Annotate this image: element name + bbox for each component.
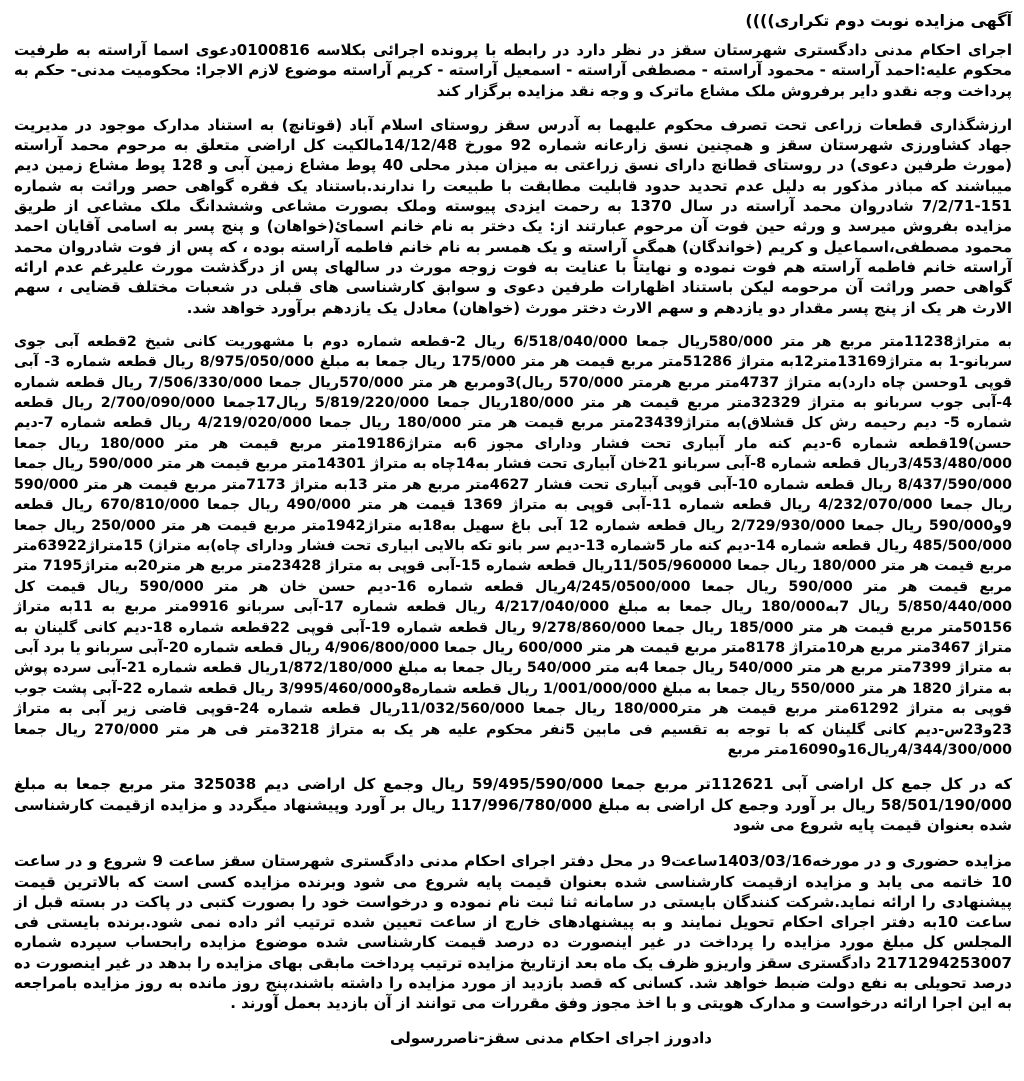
intro-paragraph: اجرای احکام مدنی دادگستری شهرستان سقز در نظر دارد در رابطه با پرونده اجرائی بکلاسه 0100816دعوی اسما آراسته به طرفیت محکوم علیه:احمد آراسته - محمود آراسته - مصطفی آراسته - اسمعیل آراسته - کریم آراسته موضوع لازم الاجرا: محکومیت مدنی- حکم به پرداخت وجه نقدو دایر برفروش ملک مشاع ماترک و وجه نقد مزایده برگزار کند — [14, 41, 1013, 100]
notice-title: آگهی مزایده نوبت دوم تکراری)))) — [745, 11, 1012, 30]
auction-terms-paragraph: مزایده حضوری و در مورخه1403/03/16ساعت9 در محل دفتر اجرای احکام مدنی دادگستری شهرستان سقز ساعت 9 شروع و در ساعت 10 خاتمه می یابد و مزایده ازقیمت کارشناسی شده بعنوان قیمت پایه شروع می شود وبرنده مزایده کسی است که بالاترین قیمت پیشنهادی را ارائه نماید.شرکت کنندگان بایستی در سامانه ثنا ثبت نام نموده و درخواست خود را بصورت کتبی در پاکت در بسته قبل از ساعت 10به دفتر اجرای احکام تحویل نمایند و به پیشنهادهای خارج از ساعت تعیین شده ترتیب اثر داده نمی شود.برنده بایستی فی المجلس کل مبلغ مورد مزایده را پرداخت در غیر اینصورت ده درصد قیمت کارشناسی شده موضوع مزایده رابحساب سپرده شماره 2171294253007 دادگستری سقز واریزو ظرف یک ماه بعد ازتاریخ مزایده ترتیب پرداخت مابقی بهای مزایده را بدهد در غیر اینصورت ده درصد تحویلی به نفع دولت ضبط خواهد شد. کسانی که قصد بازدید از مورد مزایده را داشته باشند،پنج روز مانده به روز مزایده بامراجعه به این اجرا ارائه درخواست و مدارک هویتی و با اخذ مجوز وفق مقررات می توانند از آن بازدید بعمل آورند . — [14, 852, 1012, 1013]
parcels-paragraph: به متراژ11238متر مربع هر متر 580/000ریال جمعا 6/518/040/000 ریال 2-قطعه شماره دوم با مشهوریت کانی شیخ 2قطعه آبی جوی سربانو-1 به متراژ13169متر12به متراژ 51286متر مربع قیمت هر متر 175/000 ریال جمعا به مبلغ 8/975/050/000 ریال قطعه شماره 3- آبی قوپی 1وحسن چاه دارد)به متراژ 4737متر مربع هرمتر 570/000 ریال)3ومربع هر متر 570/000ریال جمعا 7/506/330/000 ریال قطعه شماره 4-آبی جوب سربانو به متراژ 32329متر مربع قیمت هر متر 180/000ریال جمعا 5/819/220/000 ریال17جمعا 2/700/090/000 ریال قطعه شماره 5- دیم رحیمه رش کل قشلاق)به متراژ23439متر مربع قیمت هر متر 180/000 ریال جمعا 4/219/020/000 ریال قطعه شماره 7-دیم حسن)19قطعه شماره 6-دیم کنه مار آبیاری تحت فشار ودارای مجوز 6به متراژ19186متر مربع قیمت هر متر 180/000 ریال جمعا 3/453/480/000ریال قطعه شماره 8-آبی سربانو 21خان آبیاری تحت فشار به14چاه به متراژ 14301متر مربع قیمت هر متر 590/000 ریال جمعا 8/437/590/000 ریال قطعه شماره 10-آبی قوپی آبیاری تحت فشار 4627متر مربع هر متر 13به متراژ 7173متر مربع قیمت هر متر 590/000 ریال جمعا 4/232/070/000 ریال قطعه شماره 11-آبی قوپی به متراژ 1369 قیمت هر متر 490/000 ریال جمعا 670/810/000 ریال قطعه 9و590/000 ریال جمعا 2/729/930/000 ریال قطعه شماره 12 آبی باغ سهیل به18به متراژ1942متر مربع قیمت هر متر 250/000 ریال جمعا 485/500/000 ریال قطعه شماره 14-دیم کنه مار 5شماره 13-دیم سر بانو تکه بالایی ابیاری تحت فشار ودارای چاه)به متراژ) 15متراژ63922متر مربع قیمت هر متر 180/000 ریال جمعا 11/505/960000ریال قطعه شماره 15-آبی قوپی به متراژ 23428متر مربع هر متر20به متراژ7195 متر مربع قیمت هر متر 590/000 ریال جمعا 4/245/0500/000ریال قطعه شماره 16-دیم حسن خان هر متر 590/000 ریال قیمت کل 5/850/440/000 ریال 7به180/000 ریال جمعا به مبلغ 4/217/040/000 ریال قطعه شماره 17-آبی سربانو 9916متر مربع به 11به متراژ 50156متر مربع قیمت هر متر 185/000 ریال جمعا 9/278/860/000 ریال قطعه شماره 19-آبی قوپی 22قطعه شماره 18-دیم کانی گلینان به متراژ 3467متر مربع هر10متراژ 8178متر مربع قیمت هر متر 600/000 ریال جمعا 4/906/800/000 ریال قطعه شماره 20-آبی سربانو یا برد آبی به متراژ 7399متر مربع هر متر 540/000 ریال جمعا 4به متر 540/000 ریال جمعا به مبلغ 1/872/180/000ریال قطعه شماره 21-آبی سرده پوش به متراژ 1820 هر متر 550/000 ریال جمعا به مبلغ 1/001/000/000 ریال قطعه شماره8و3/995/460/000 ریال قطعه شماره 22-آبی پشت جوب قوپی به متراژ 61292متر مربع قیمت هر متر180/000 ریال جمعا 11/032/560/000ریال قطعه شماره 24-قوپی قاضی زیر آبی به متراژ 23و23س-دیم کانی گلینان که با توجه به تقسیم فی مابین 5نفر محکوم علیه هر یک به متراژ 3218متر فی هر متر 270/000 ریال جمعا 4/344/300/000ریال16و16090متر مربع — [14, 333, 1013, 758]
valuation-paragraph: ارزشگذاری قطعات زراعی تحت تصرف محکوم علیهما به آدرس سقز روستای اسلام آباد (قوتانچ) به استناد مدارک موجود در مدیریت جهاد کشاورزی شهرستان سقز و همچنین نسق زارعانه شماره 92 مورخ 14/12/48مالکیت کل اراضی متعلق به مرحوم محمد آراسته (مورث طرفین دعوی) در روستای قطانچ دارای نسق زراعتی به میزان مبذر محلی 40 پوط مشاع زمین آبی و 128 پوط مشاع زمین دیم میباشند که مباذر مذکور به دلیل عدم تحدید حدود قابلیت مطابقت با طبیعت را ندارند.باستناد یک فقره گواهی حصر وراثت به شماره 151-7/2/71 شادروان محمد آراسته در سال 1370 به رحمت ایزدی پیوسته وملک بصورت مشاعی وششدانگ ملک مشاعی از طریق مزایده بفروش میرسد و ورثه حین فوت آن مرحوم عبارتند از: یک دختر به نام خانم اسمائ(خواهان) و پنج پسر به اسامی آقایان احمد محمود مصطفی،اسماعیل و کریم (خواندگان) همگی آراسته و یک همسر به نام خانم فاطمه آراسته بوده ، که پس از فوت شادروان محمد آراسته خانم فاطمه آراسته هم فوت نموده و نهایتاً با عنایت به فوت زوجه مورث در سالهای پس از درگذشت مورث علیرغم عدم ارائه گواهی حصر وراثت آن مرحومه لیکن باستناد اظهارات طرفین دعوی و سوابق کارشناسی های قبلی در شعبات مختلف قضایی ، سهم الارث هر یک از پنج پسر مقدار دو یازدهم و سهم الارث دختر مورث (خواهان) معادل یک یازدهم برآورد خواهد شد. — [14, 115, 1012, 317]
totals-paragraph: که در کل جمع کل اراضی آبی 112621تر مربع جمعا 59/495/590/000 ریال وجمع کل اراضی دیم 325038 متر مربع جمعا به مبلغ 58/501/190/000 ریال بر آورد وجمع کل اراضی به مبلغ 117/996/780/000 ریال بر آورد وپیشنهاد میگردد و مزایده ازقیمت کارشناسی شده بعنوان قیمت پایه شروع می شود — [14, 775, 1012, 834]
signature-line: دادورز اجرای احکام مدنی سقز-ناصررسولی — [389, 1028, 712, 1047]
